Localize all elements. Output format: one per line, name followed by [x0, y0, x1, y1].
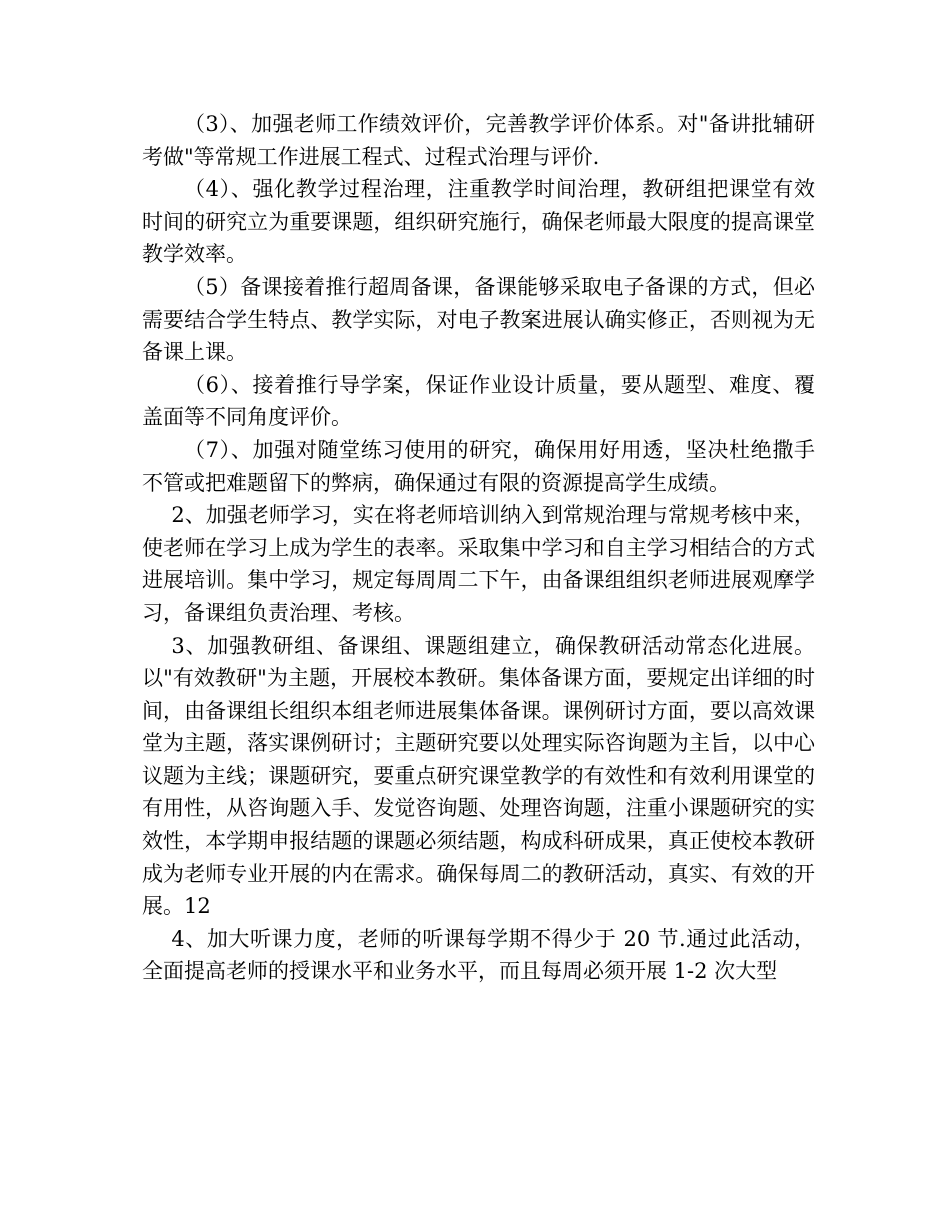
paragraph-item-6: （6）、接着推行导学案，保证作业设计质量，要从题型、难度、覆盖面等不同角度评价。 — [142, 372, 815, 430]
paragraph-item-4: （4）、强化教学过程治理，注重教学时间治理，教研组把课堂有效时间的研究立为重要课题，组织研究施行，确保老师最大限度的提高课堂教学效率。 — [142, 177, 815, 267]
paragraph-item-3: （3）、加强老师工作绩效评价，完善教学评价体系。对"备讲批辅研考做"等常规工作进展工程式、过程式治理与评价. — [142, 112, 815, 169]
paragraph-section-2: 2、加强老师学习，实在将老师培训纳入到常规治理与常规考核中来，使老师在学习上成为学生的表率。采取集中学习和自主学习相结合的方式进展培训。集中学习，规定每周周二下午，由备课组组织老师进展观摩学习，备课组负责治理、考核。 — [142, 503, 815, 625]
document-body — [142, 108, 815, 988]
paragraph-item-5: （5）备课接着推行超周备课，备课能够采取电子备课的方式，但必需要结合学生特点、教学实际，对电子教案进展认确实修正，否则视为无备课上课。 — [142, 274, 815, 365]
paragraph-section-3: 3、加强教研组、备课组、课题组建立，确保教研活动常态化进展。以"有效教研"为主题，开展校本教研。集体备课方面，要规定出详细的时间，由备课组长组织本组老师进展集体备课。课例研讨方面，要以高效课堂为主题，落实课例研讨；主题研究要以处理实际咨询题为主旨，以中心议题为主线；课题研究，要重点研究课堂教学的有效性和有效利用课堂的有用性，从咨询题入手、发觉咨询题、处理咨询题，注重小课题研究的实效性，本学期申报结题的课题必须结题，构成科研成果，真正使校本教研成为老师专业开展的内在需求。确保每周二的教研活动，真实、有效的开展。12 — [142, 633, 815, 919]
paragraph-item-7: （7）、加强对随堂练习使用的研究，确保用好用透，坚决杜绝撒手不管或把难题留下的弊病，确保通过有限的资源提高学生成绩。 — [142, 437, 815, 495]
paragraph-section-4: 4、加大听课力度，老师的听课每学期不得少于 20 节.通过此活动，全面提高老师的授课水平和业务水平，而且每周必须开展 1-2 次大型 — [142, 926, 815, 984]
